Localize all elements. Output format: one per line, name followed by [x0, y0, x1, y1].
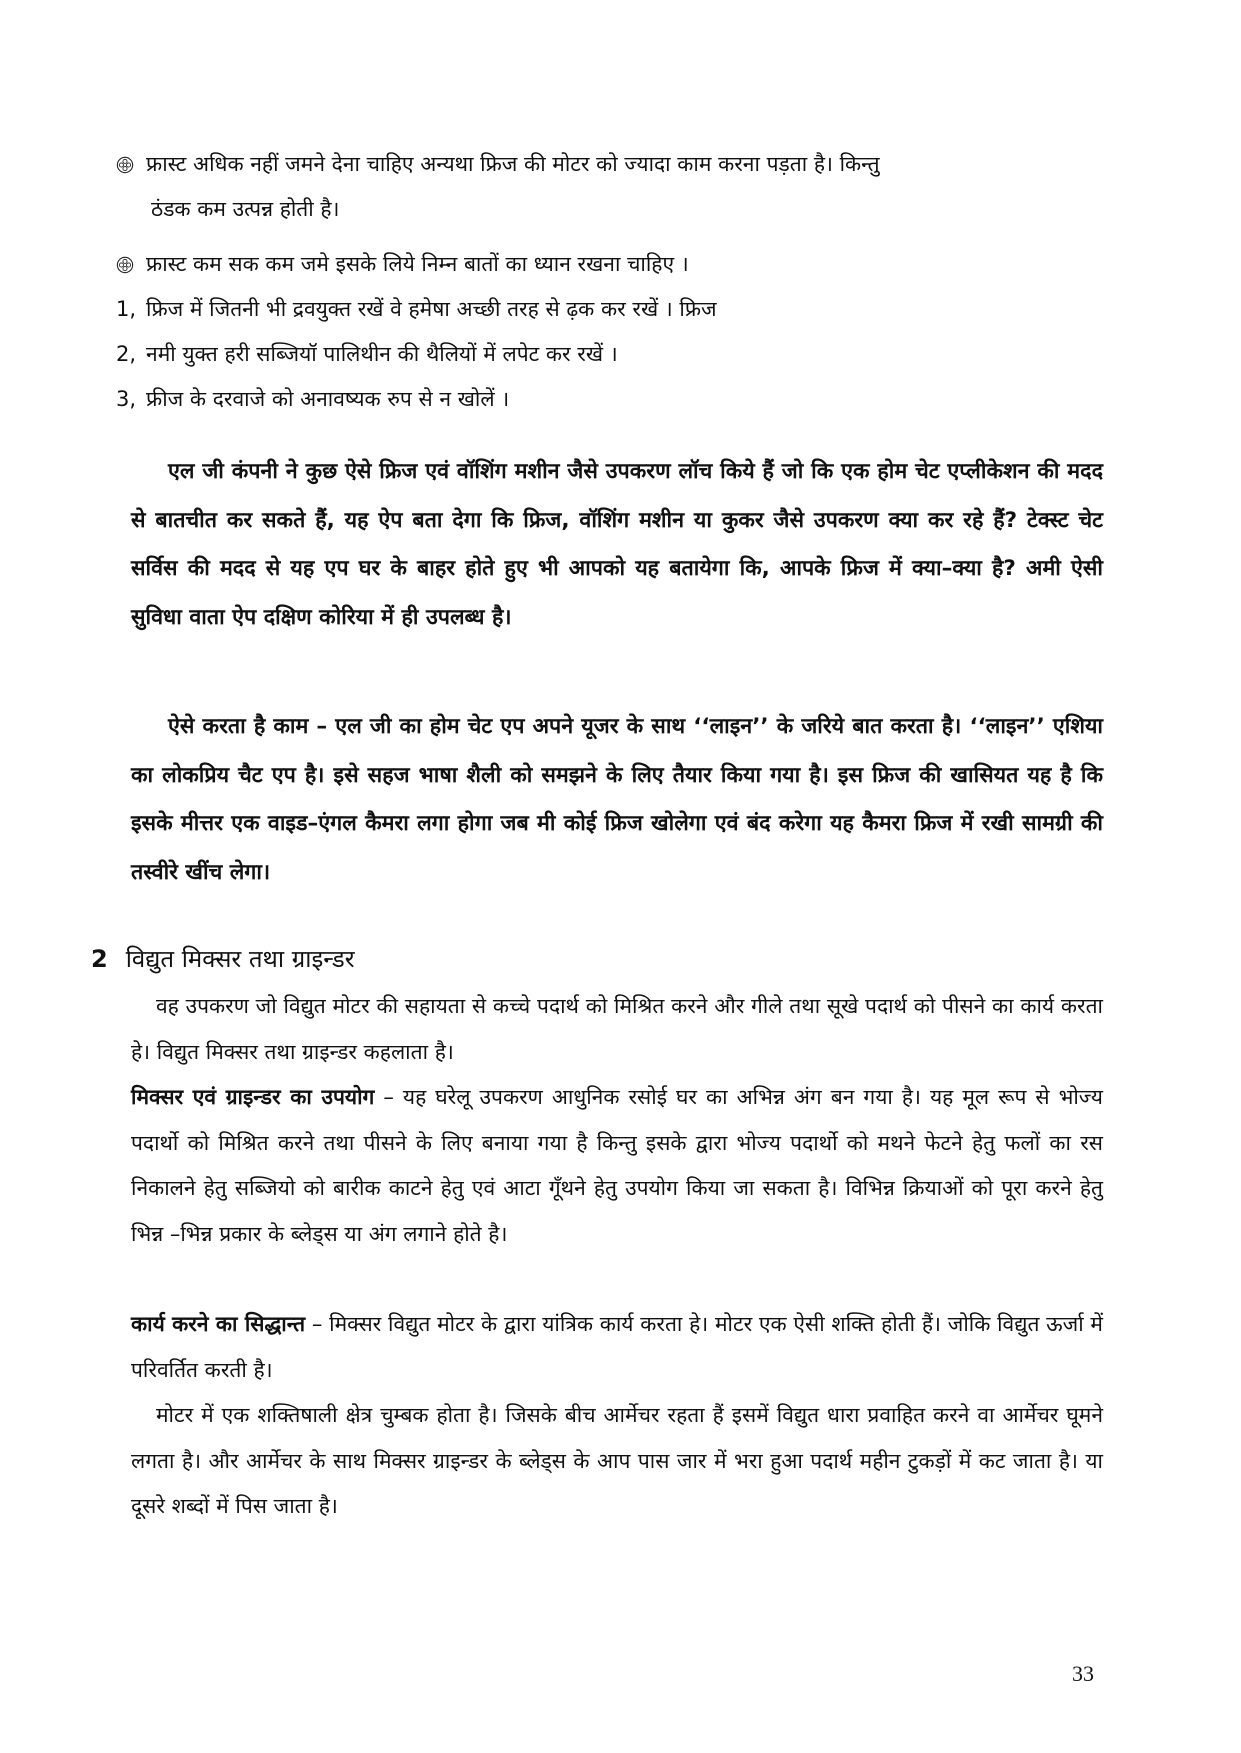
section-number: 2: [91, 945, 108, 973]
principle-text: – मिक्सर विद्युत मोटर के द्वारा यांत्रिक कार्य करता हे। मोटर एक ऐसी शक्ति होती हैं। जोकि विद्युत ऊर्जा में परिवर्तित करती है।: [131, 1312, 1103, 1382]
item-number: 2,: [116, 342, 137, 366]
item-number: 3,: [116, 387, 137, 411]
item-text: फ्रिज में जितनी भी द्रवयुक्त रखें वे हमेषा अच्छी तरह से ढ़क कर रखें । फ्रिज: [146, 297, 717, 321]
item-text: नमी युक्त हरी सब्जियॉ पालिथीन की थैलियों में लपेट कर रखें ।: [146, 342, 618, 366]
principle-label: कार्य करने का सिद्धान्त: [131, 1312, 306, 1336]
numbered-item: [116, 384, 509, 414]
bold-paragraph: एल जी कंपनी ने कुछ ऐसे फ्रिज एवं वॉशिंग मशीन जैसे उपकरण लॉच किये हैं जो कि एक होम चेट एप्लीकेशन की मदद से बातचीत कर सकते हैं, यह ऐप बता देगा कि फ्रिज, वॉशिंग मशीन या कुकर जैसे उपकरण क्या कर रहे हैं? टेक्स्ट चेट सर्विस की मदद से यह एप घर के बाहर होते हुए भी आपको यह बतायेगा कि, आपके फ्रिज में क्या–क्या है? अमी ऐसी सुविधा वाता ऐप दक्षिण कोरिया में ही उपलब्ध है।: [131, 459, 1103, 630]
bullet-item: [116, 249, 689, 279]
motor-paragraph: मोटर में एक शक्तिषाली क्षेत्र चुम्बक होता है। जिसके बीच आर्मेचर रहता हैं इसमें विद्युत धारा प्रवाहित करने वा आर्मेचर घूमने लगता है। और आर्मेचर के साथ मिक्सर ग्राइन्डर के ब्लेड्स के आप पास जार में भरा हुआ पदार्थ महीन टुकड़ों में कट जाता है। या दूसरे शब्दों में पिस जाता है।: [131, 1403, 1103, 1518]
flower-bullet-icon: [116, 256, 134, 274]
intro-paragraph: वह उपकरण जो विद्युत मोटर की सहायता से कच्चे पदार्थ को मिश्रित करने और गीले तथा सूखे पदार्थ को पीसने का कार्य करता हे। विद्युत मिक्सर तथा ग्राइन्डर कहलाता है।: [131, 994, 1103, 1064]
usage-paragraph: [131, 1075, 1103, 1257]
usage-label: मिक्सर एवं ग्राइन्डर का उपयोग: [131, 1085, 375, 1109]
bullet-text: फ्रास्ट कम सक कम जमे इसके लिये निम्न बातों का ध्यान रखना चाहिए ।: [146, 252, 689, 276]
bullet-text: फ्रास्ट अधिक नहीं जमने देना चाहिए अन्यथा फ्रिज की मोटर को ज्यादा काम करना पड़ता है। किन्तु: [146, 152, 880, 176]
bullet-continuation: ठंडक कम उत्पन्न होती है।: [151, 197, 340, 221]
flower-bullet-icon: [116, 156, 134, 174]
bullet-item: [116, 149, 880, 179]
bold-paragraph: ऐसे करता है काम – एल जी का होम चेट एप अपने यूजर के साथ ‘‘लाइन’’ के जरिये बात करता है। ‘‘लाइन’’ एशिया का लोकप्रिय चैट एप है। इसे सहज भाषा शैली को समझने के लिए तैयार किया गया है। इस फ्रिज की खासियत यह है कि इसके मीत्तर एक वाइड–एंगल कैमरा लगा होगा जब मी कोई फ्रिज खोलेगा एवं बंद करेगा यह कैमरा फ्रिज में रखी सामग्री की तस्वीरे खींच लेगा।: [131, 714, 1103, 885]
numbered-item: [116, 339, 618, 369]
usage-text: – यह घरेलू उपकरण आधुनिक रसोई घर का अभिन्न अंग बन गया है। यह मूल रूप से भोज्य पदार्थो को मिश्रित करने तथा पीसने के लिए बनाया गया है किन्तु इसके द्वारा भोज्य पदार्थो को मथने फेटने हेतु फलों का रस निकालने हेतु सब्जियो को बारीक काटने हेतु एवं आटा गूँथने हेतु उपयोग किया जा सकता है। विभिन्न क्रियाओं को पूरा करने हेतु भिन्न –भिन्न प्रकार के ब्लेड्स या अंग लगाने होते है।: [131, 1085, 1103, 1246]
page-number: 33: [1072, 1661, 1094, 1686]
item-number: 1,: [116, 297, 137, 321]
section-heading: [91, 943, 355, 975]
numbered-item: [116, 294, 717, 324]
principle-paragraph: [131, 1302, 1103, 1393]
section-title: विद्युत मिक्सर तथा ग्राइन्डर: [125, 945, 355, 973]
item-text: फ्रीज के दरवाजे को अनावष्यक रुप से न खोलें ।: [146, 387, 510, 411]
